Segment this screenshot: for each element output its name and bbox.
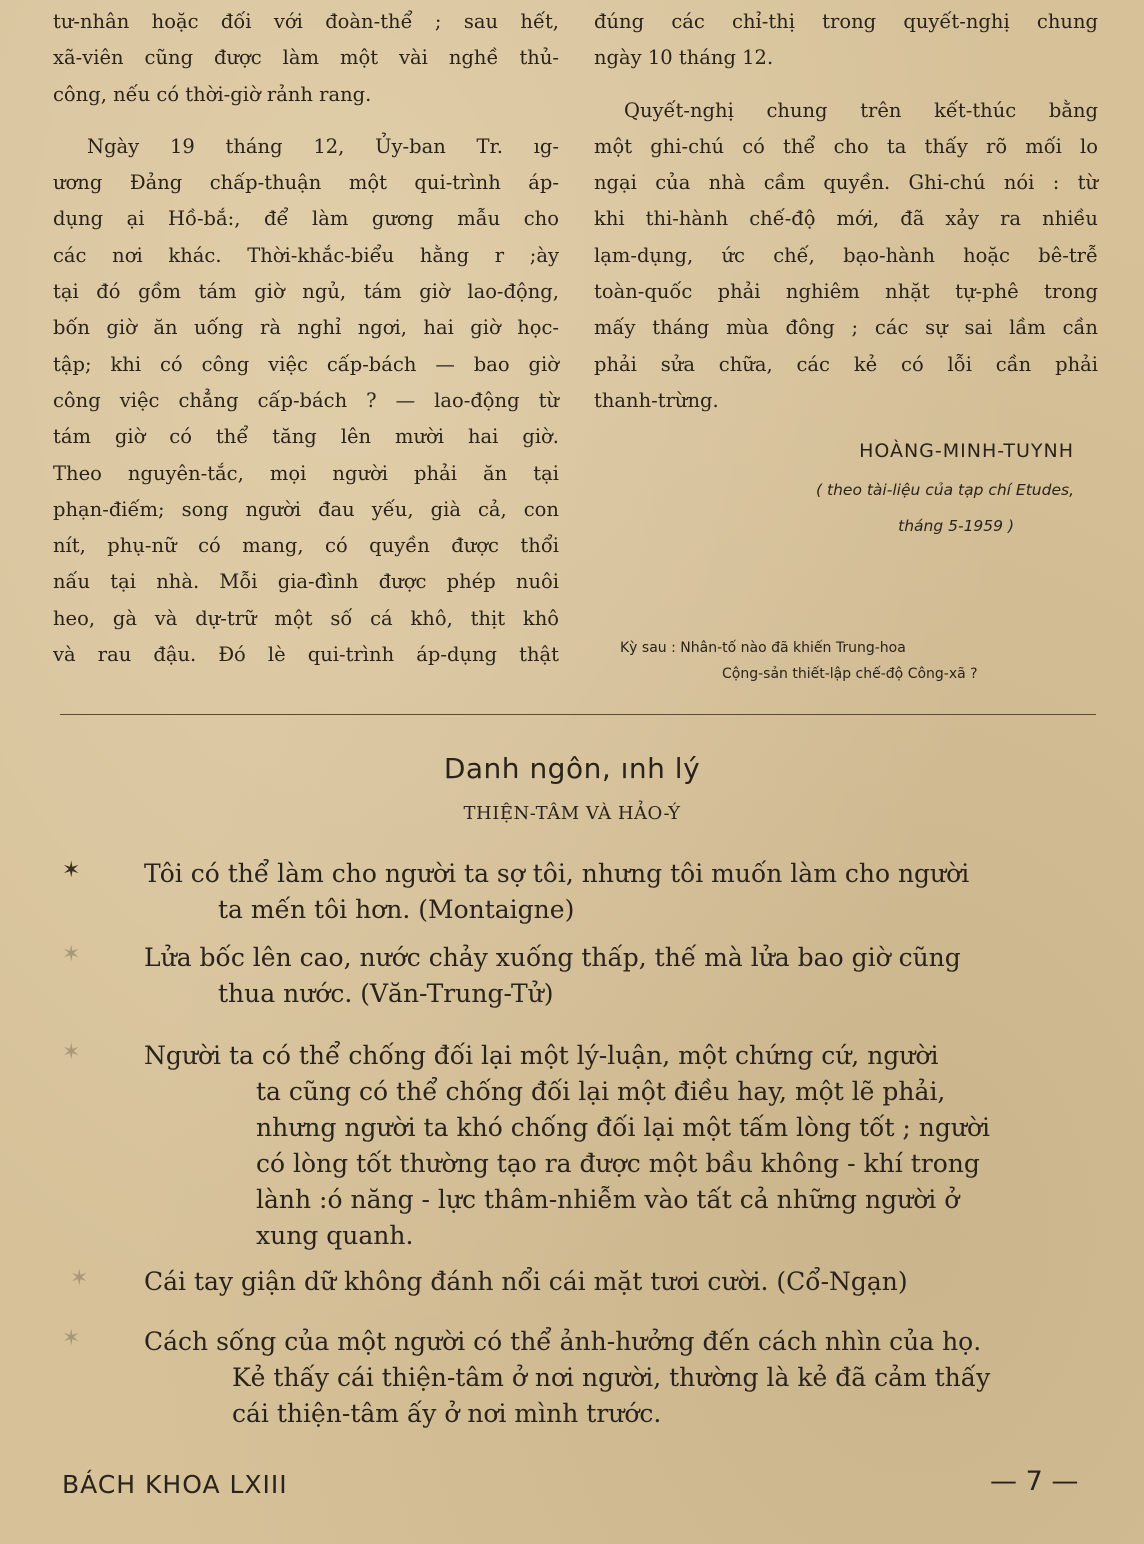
quote-item <box>144 1038 990 1254</box>
text-line: thanh-trừng. <box>594 388 719 412</box>
text-line: tập; khi có công việc cấp-bách — bao giờ <box>53 352 559 376</box>
quote-line: ta cũng có thể chống đối lại một điều hay, một lẽ phải, <box>256 1077 946 1106</box>
right-paragraph-2 <box>594 93 1098 420</box>
star-bullet-icon: ✶ <box>62 942 81 967</box>
quote-line: xung quanh. <box>256 1221 414 1250</box>
next-issue-line-1: Kỳ sau : Nhân-tố nào đã khiến Trung-hoa <box>620 640 906 656</box>
section-divider <box>60 714 1096 715</box>
text-line: Ngày 19 tháng 12, Ủy-ban Tr. ıg- <box>87 134 559 158</box>
text-line: dụng ại Hồ-bắ:, để làm gương mẫu cho <box>53 207 559 231</box>
right-column <box>594 4 1098 419</box>
text-line: và rau đậu. Đó lè qui-trình áp-dụng thật <box>53 643 559 667</box>
left-column <box>53 4 559 673</box>
quote-item <box>144 940 961 1012</box>
magazine-issue-footer: BÁCH KHOA LXIII <box>62 1470 288 1499</box>
quote-line: Cái tay giận dữ không đánh nổi cái mặt tươi cười. (Cổ-Ngạn) <box>144 1267 908 1296</box>
quote-line: Người ta có thể chống đối lại một lý-luận, một chứng cứ, người <box>144 1041 939 1070</box>
text-line: tám giờ có thể tăng lên mười hai giờ. <box>53 425 559 449</box>
text-line: đúng các chỉ-thị trong quyết-nghị chung <box>594 10 1098 33</box>
text-line: công, nếu có thời-giờ rảnh rang. <box>53 82 372 106</box>
star-bullet-icon: ✶ <box>62 858 81 883</box>
left-paragraph-2 <box>53 129 559 673</box>
quote-line: cái thiện-tâm ấy ở nơi mình trước. <box>232 1399 662 1428</box>
quote-line: lành :ó năng - lực thâm-nhiễm vào tất cả những người ở <box>256 1185 960 1214</box>
text-line: heo, gà và dự-trữ một số cá khô, thịt khô <box>53 606 559 630</box>
article-source-line-1: ( theo tài-liệu của tạp chí Etudes, <box>816 481 1074 499</box>
star-bullet-icon: ✶ <box>62 1326 81 1351</box>
quote-line: Tôi có thể làm cho người ta sợ tôi, nhưng tôi muốn làm cho người <box>144 859 970 888</box>
text-line: khi thi-hành chế-độ mới, đã xảy ra nhiều <box>594 207 1098 231</box>
quote-line: Kẻ thấy cái thiện-tâm ở nơi người, thường là kẻ đã cảm thấy <box>232 1363 991 1392</box>
text-line: các nơi khác. Thời-khắc-biểu hằng r ;ày <box>53 243 559 267</box>
text-line: tư-nhân hoặc đối với đoàn-thể ; sau hết, <box>53 10 559 33</box>
text-line: lạm-dụng, ức chế, bạo-hành hoặc bê-trễ <box>594 243 1098 267</box>
article-source-line-2: tháng 5-1959 ) <box>898 517 1014 535</box>
text-line: Quyết-nghị chung trên kết-thúc bằng <box>624 98 1098 122</box>
star-bullet-icon: ✶ <box>62 1040 81 1065</box>
star-bullet-icon: ✶ <box>70 1266 89 1291</box>
quote-line: Lửa bốc lên cao, nước chảy xuống thấp, thế mà lửa bao giờ cũng <box>144 943 961 972</box>
text-line: ương Đảng chấp-thuận một qui-trình áp- <box>53 171 559 195</box>
text-line: công việc chẳng cấp-bách ? — lao-động từ <box>53 388 559 412</box>
quote-item <box>144 1324 990 1432</box>
text-line: nấu tại nhà. Mỗi gia-đình được phép nuôi <box>53 570 559 594</box>
right-paragraph-1 <box>594 4 1098 77</box>
section-title: Danh ngôn, ınh lý <box>443 752 701 785</box>
text-line: Theo nguyên-tắc, mọi người phải ăn tại <box>53 461 559 485</box>
quote-line: ta mến tôi hơn. (Montaigne) <box>218 895 575 924</box>
quote-line: thua nước. (Văn-Trung-Tử) <box>218 979 554 1008</box>
section-subtitle: THIỆN-TÂM VÀ HẢO-Ý <box>463 803 681 824</box>
quote-item <box>144 856 969 928</box>
quote-item <box>144 1264 908 1300</box>
text-line: mấy tháng mùa đông ; các sự sai lầm cần <box>594 316 1098 340</box>
text-line: một ghi-chú có thể cho ta thấy rõ mối lo <box>594 134 1098 158</box>
text-line: nít, phụ-nữ có mang, có quyền được thổi <box>53 534 559 558</box>
left-paragraph-1 <box>53 4 559 113</box>
text-line: xã-viên cũng được làm một vài nghề thủ- <box>53 46 559 70</box>
quote-line: nhưng người ta khó chống đối lại một tấm lòng tốt ; người <box>256 1113 991 1142</box>
article-author: HOÀNG-MINH-TUYNH <box>859 440 1074 462</box>
page-number: — 7 — <box>990 1466 1079 1497</box>
next-issue-line-2: Cộng-sản thiết-lập chế-độ Công-xã ? <box>722 666 978 682</box>
text-line: ngại của nhà cầm quyền. Ghi-chú nói : từ <box>594 171 1098 195</box>
text-line: ngày 10 tháng 12. <box>594 46 774 70</box>
text-line: bốn giờ ăn uống rà nghỉ ngơi, hai giờ học- <box>53 316 559 340</box>
quote-line: Cách sống của một người có thể ảnh-hưởng đến cách nhìn của họ. <box>144 1327 982 1356</box>
quote-line: có lòng tốt thường tạo ra được một bầu không - khí trong <box>256 1149 980 1178</box>
text-line: phải sửa chữa, các kẻ có lỗi cần phải <box>594 352 1098 376</box>
text-line: toàn-quốc phải nghiêm nhặt tự-phê trong <box>594 280 1098 304</box>
text-line: phạn-điếm; song người đau yếu, già cả, con <box>53 497 559 521</box>
text-line: tại đó gồm tám giờ ngủ, tám giờ lao-động, <box>53 280 559 304</box>
